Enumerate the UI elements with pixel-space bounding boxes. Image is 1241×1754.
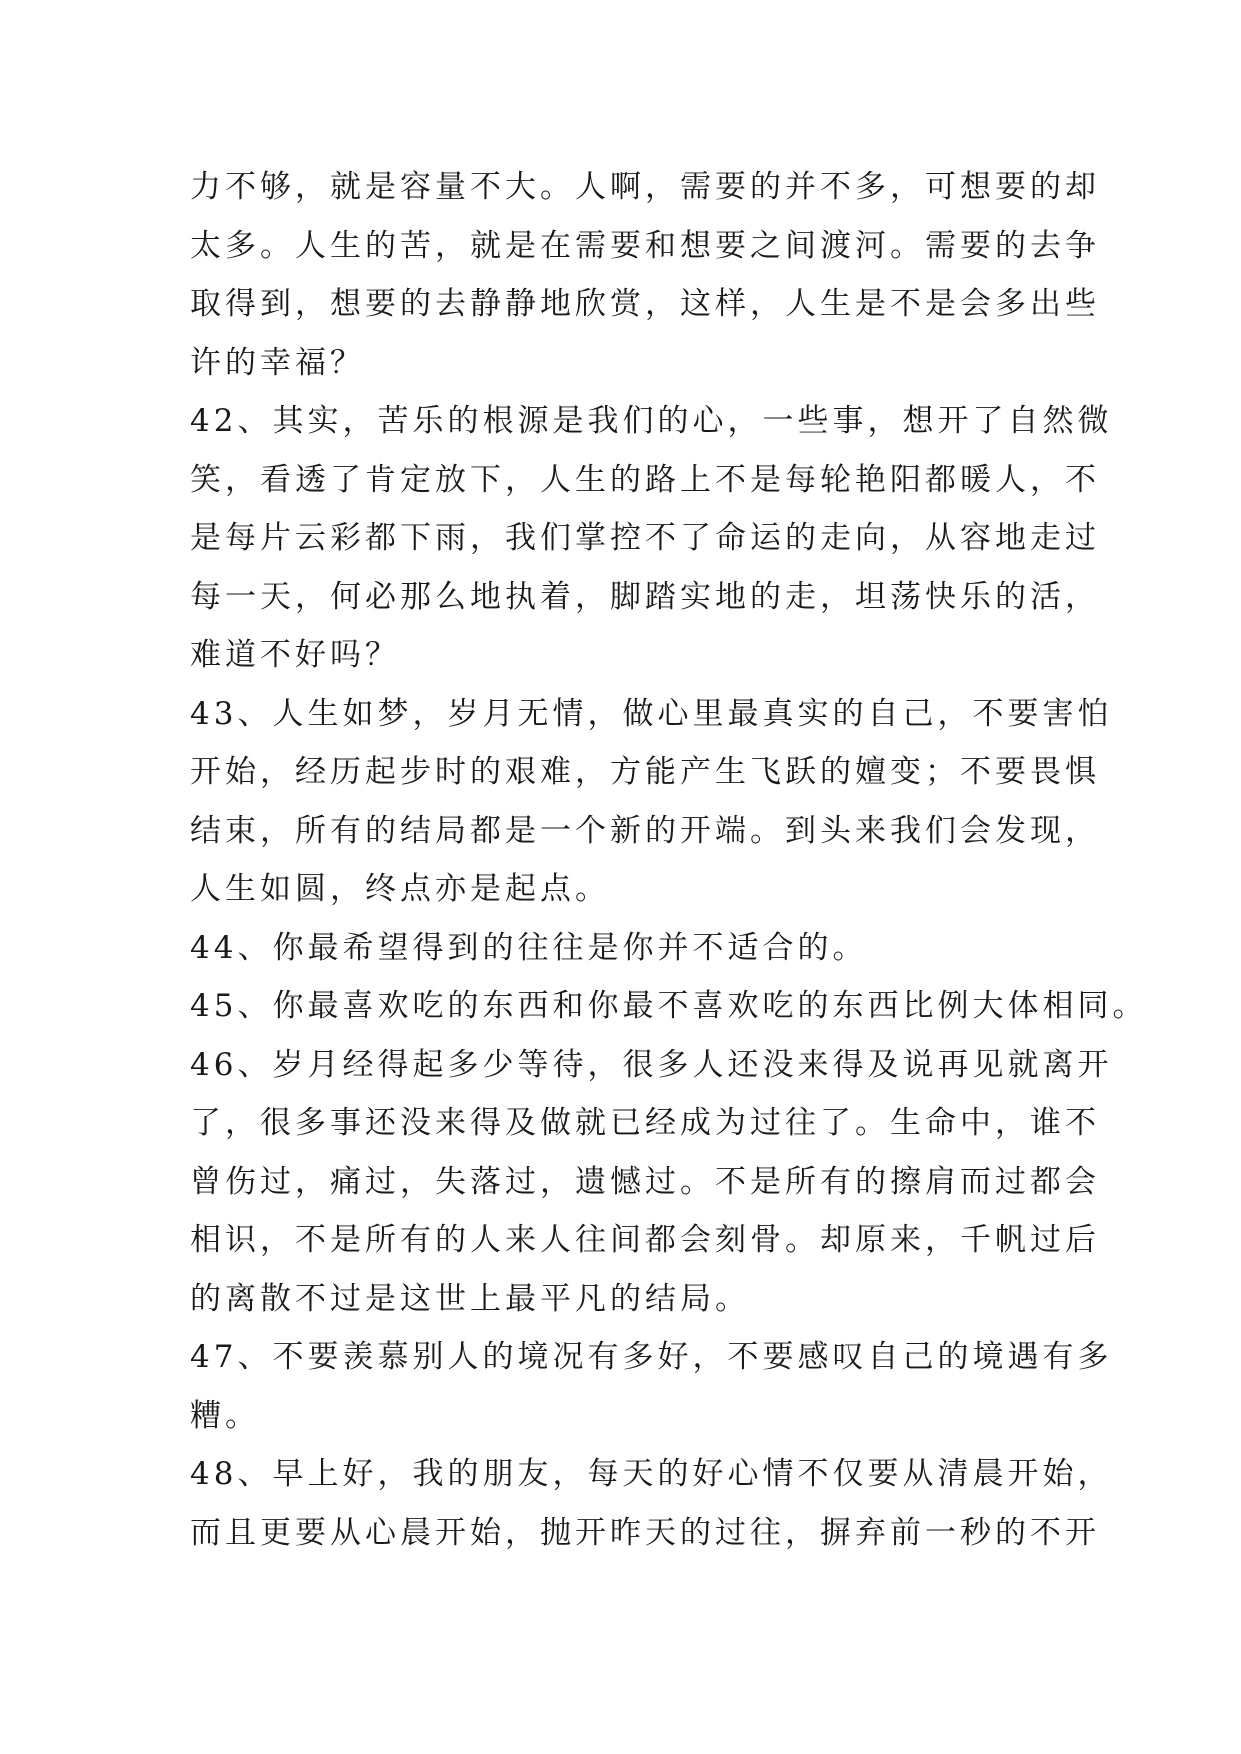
text-line: 43、人生如梦，岁月无情，做心里最真实的自己，不要害怕 <box>190 695 1113 732</box>
text-line: 结束，所有的结局都是一个新的开端。到头来我们会发现， <box>190 812 1100 849</box>
paragraph-45 <box>190 977 1148 1036</box>
text-line: 每一天，何必那么地执着，脚踏实地的走，坦荡快乐的活， <box>190 578 1100 615</box>
paragraph-47 <box>190 1328 1113 1445</box>
paragraph-46 <box>190 1036 1113 1329</box>
text-line: 人生如圆，终点亦是起点。 <box>190 871 610 907</box>
paragraph-43 <box>190 685 1113 919</box>
text-line: 46、岁月经得起多少等待，很多人还没来得及说再见就离开 <box>190 1046 1113 1083</box>
text-line: 取得到，想要的去静静地欣赏，这样，人生是不是会多出些 <box>190 286 1100 322</box>
document-body <box>190 158 1148 1562</box>
text-line: 42、其实，苦乐的根源是我们的心，一些事，想开了自然微 <box>190 403 1113 439</box>
text-line: 48、早上好，我的朋友，每天的好心情不仅要从清晨开始， <box>190 1456 1113 1492</box>
text-line: 是每片云彩都下雨，我们掌控不了命运的走向，从容地走过 <box>190 520 1100 556</box>
text-line: 而且更要从心晨开始，抛开昨天的过往，摒弃前一秒的不开 <box>190 1514 1100 1551</box>
text-line: 了，很多事还没来得及做就已经成为过往了。生命中，谁不 <box>190 1105 1100 1141</box>
text-line: 太多。人生的苦，就是在需要和想要之间渡河。需要的去争 <box>190 227 1100 264</box>
paragraph-41-continued <box>190 158 1100 392</box>
text-line: 的离散不过是这世上最平凡的结局。 <box>190 1280 750 1317</box>
text-line: 难道不好吗？ <box>190 637 400 673</box>
text-line: 许的幸福？ <box>190 344 365 381</box>
text-line: 相识，不是所有的人来人往间都会刻骨。却原来，千帆过后 <box>190 1222 1100 1258</box>
text-line: 开始，经历起步时的艰难，方能产生飞跃的嬗变；不要畏惧 <box>190 754 1100 790</box>
text-line: 47、不要羡慕别人的境况有多好，不要感叹自己的境遇有多 <box>190 1339 1113 1375</box>
paragraph-44 <box>190 919 1060 978</box>
paragraph-42 <box>190 392 1113 685</box>
text-line: 糟。 <box>190 1397 260 1434</box>
text-line: 44、你最希望得到的往往是你并不适合的。 <box>190 929 868 966</box>
text-line: 笑，看透了肯定放下，人生的路上不是每轮艳阳都暖人，不 <box>190 461 1100 498</box>
text-line: 曾伤过，痛过，失落过，遗憾过。不是所有的擦肩而过都会 <box>190 1163 1100 1200</box>
text-line: 力不够，就是容量不大。人啊，需要的并不多，可想要的却 <box>190 169 1100 205</box>
paragraph-48 <box>190 1445 1113 1562</box>
text-line: 45、你最喜欢吃的东西和你最不喜欢吃的东西比例大体相同。 <box>190 988 1148 1024</box>
